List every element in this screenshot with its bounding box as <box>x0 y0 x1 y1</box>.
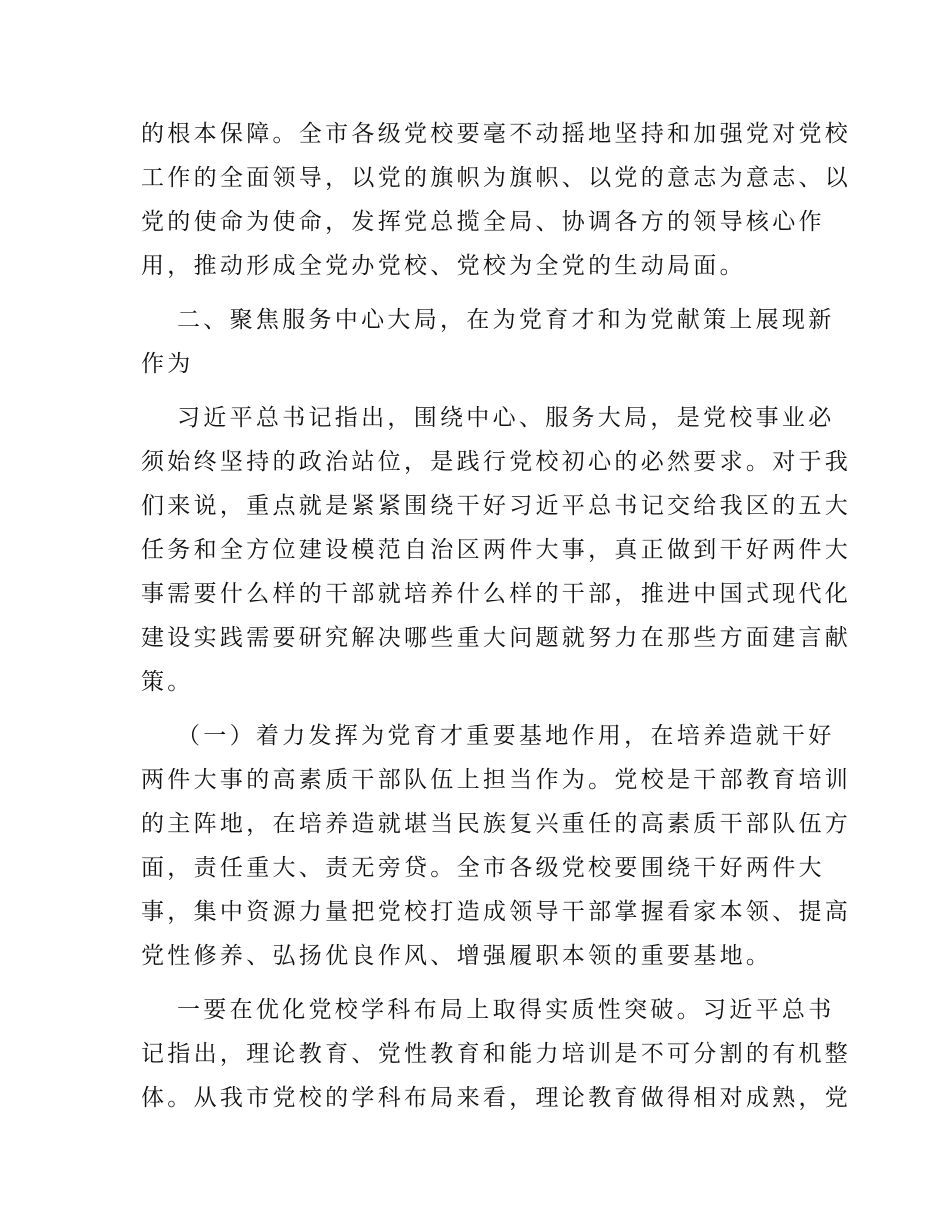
text-line: 习近平总书记指出，围绕中心、服务大局，是党校事业必 <box>177 405 835 431</box>
paragraph-serve-center <box>141 396 852 704</box>
text-line: 用，推动形成全党办党校、党校为全党的生动局面。 <box>141 253 746 279</box>
text-line: 任务和全方位建设模范自治区两件大事，真正做到干好两件大 <box>141 537 852 563</box>
text-line: 一要在优化党校学科布局上取得实质性突破。习近平总书 <box>177 997 835 1023</box>
text-line: 面，责任重大、责无旁贷。全市各级党校要围绕干好两件大 <box>141 855 825 881</box>
text-line: 作为 <box>141 351 194 377</box>
text-line: 建设实践需要研究解决哪些重大问题就努力在那些方面建言献 <box>141 625 852 651</box>
text-line: 工作的全面领导，以党的旗帜为旗帜、以党的意志为意志、以 <box>141 165 852 191</box>
text-line: 党性修养、弘扬优良作风、增强履职本领的重要基地。 <box>141 943 773 969</box>
text-line: 体。从我市党校的学科布局来看，理论教育做得相对成熟，党 <box>141 1085 852 1111</box>
text-line: 们来说，重点就是紧紧围绕干好习近平总书记交给我区的五大 <box>141 493 852 519</box>
text-line: 须始终坚持的政治站位，是践行党校初心的必然要求。对于我 <box>141 449 852 475</box>
paragraph-discipline-layout <box>141 988 852 1120</box>
text-line: 的根本保障。全市各级党校要毫不动摇地坚持和加强党对党校 <box>141 121 852 147</box>
document-body <box>141 112 852 1130</box>
text-line: 二、聚焦服务中心大局，在为党育才和为党献策上展现新 <box>177 307 835 333</box>
text-line: 两件大事的高素质干部队伍上担当作为。党校是干部教育培训 <box>141 767 852 793</box>
text-line: 事需要什么样的干部就培养什么样的干部，推进中国式现代化 <box>141 581 852 607</box>
text-line: 事，集中资源力量把党校打造成领导干部掌握看家本领、提高 <box>141 899 852 925</box>
text-line: 记指出，理论教育、党性教育和能力培训是不可分割的有机整 <box>141 1041 852 1067</box>
text-line: 的主阵地，在培养造就堪当民族复兴重任的高素质干部队伍方 <box>141 811 852 837</box>
section-heading-two <box>141 298 835 386</box>
paragraph-party-leadership <box>141 112 852 288</box>
text-line: （一）着力发挥为党育才重要基地作用，在培养造就干好 <box>177 723 835 749</box>
text-line: 策。 <box>141 669 194 695</box>
text-line: 党的使命为使命，发挥党总揽全局、协调各方的领导核心作 <box>141 209 825 235</box>
paragraph-subsection-one <box>141 714 852 978</box>
